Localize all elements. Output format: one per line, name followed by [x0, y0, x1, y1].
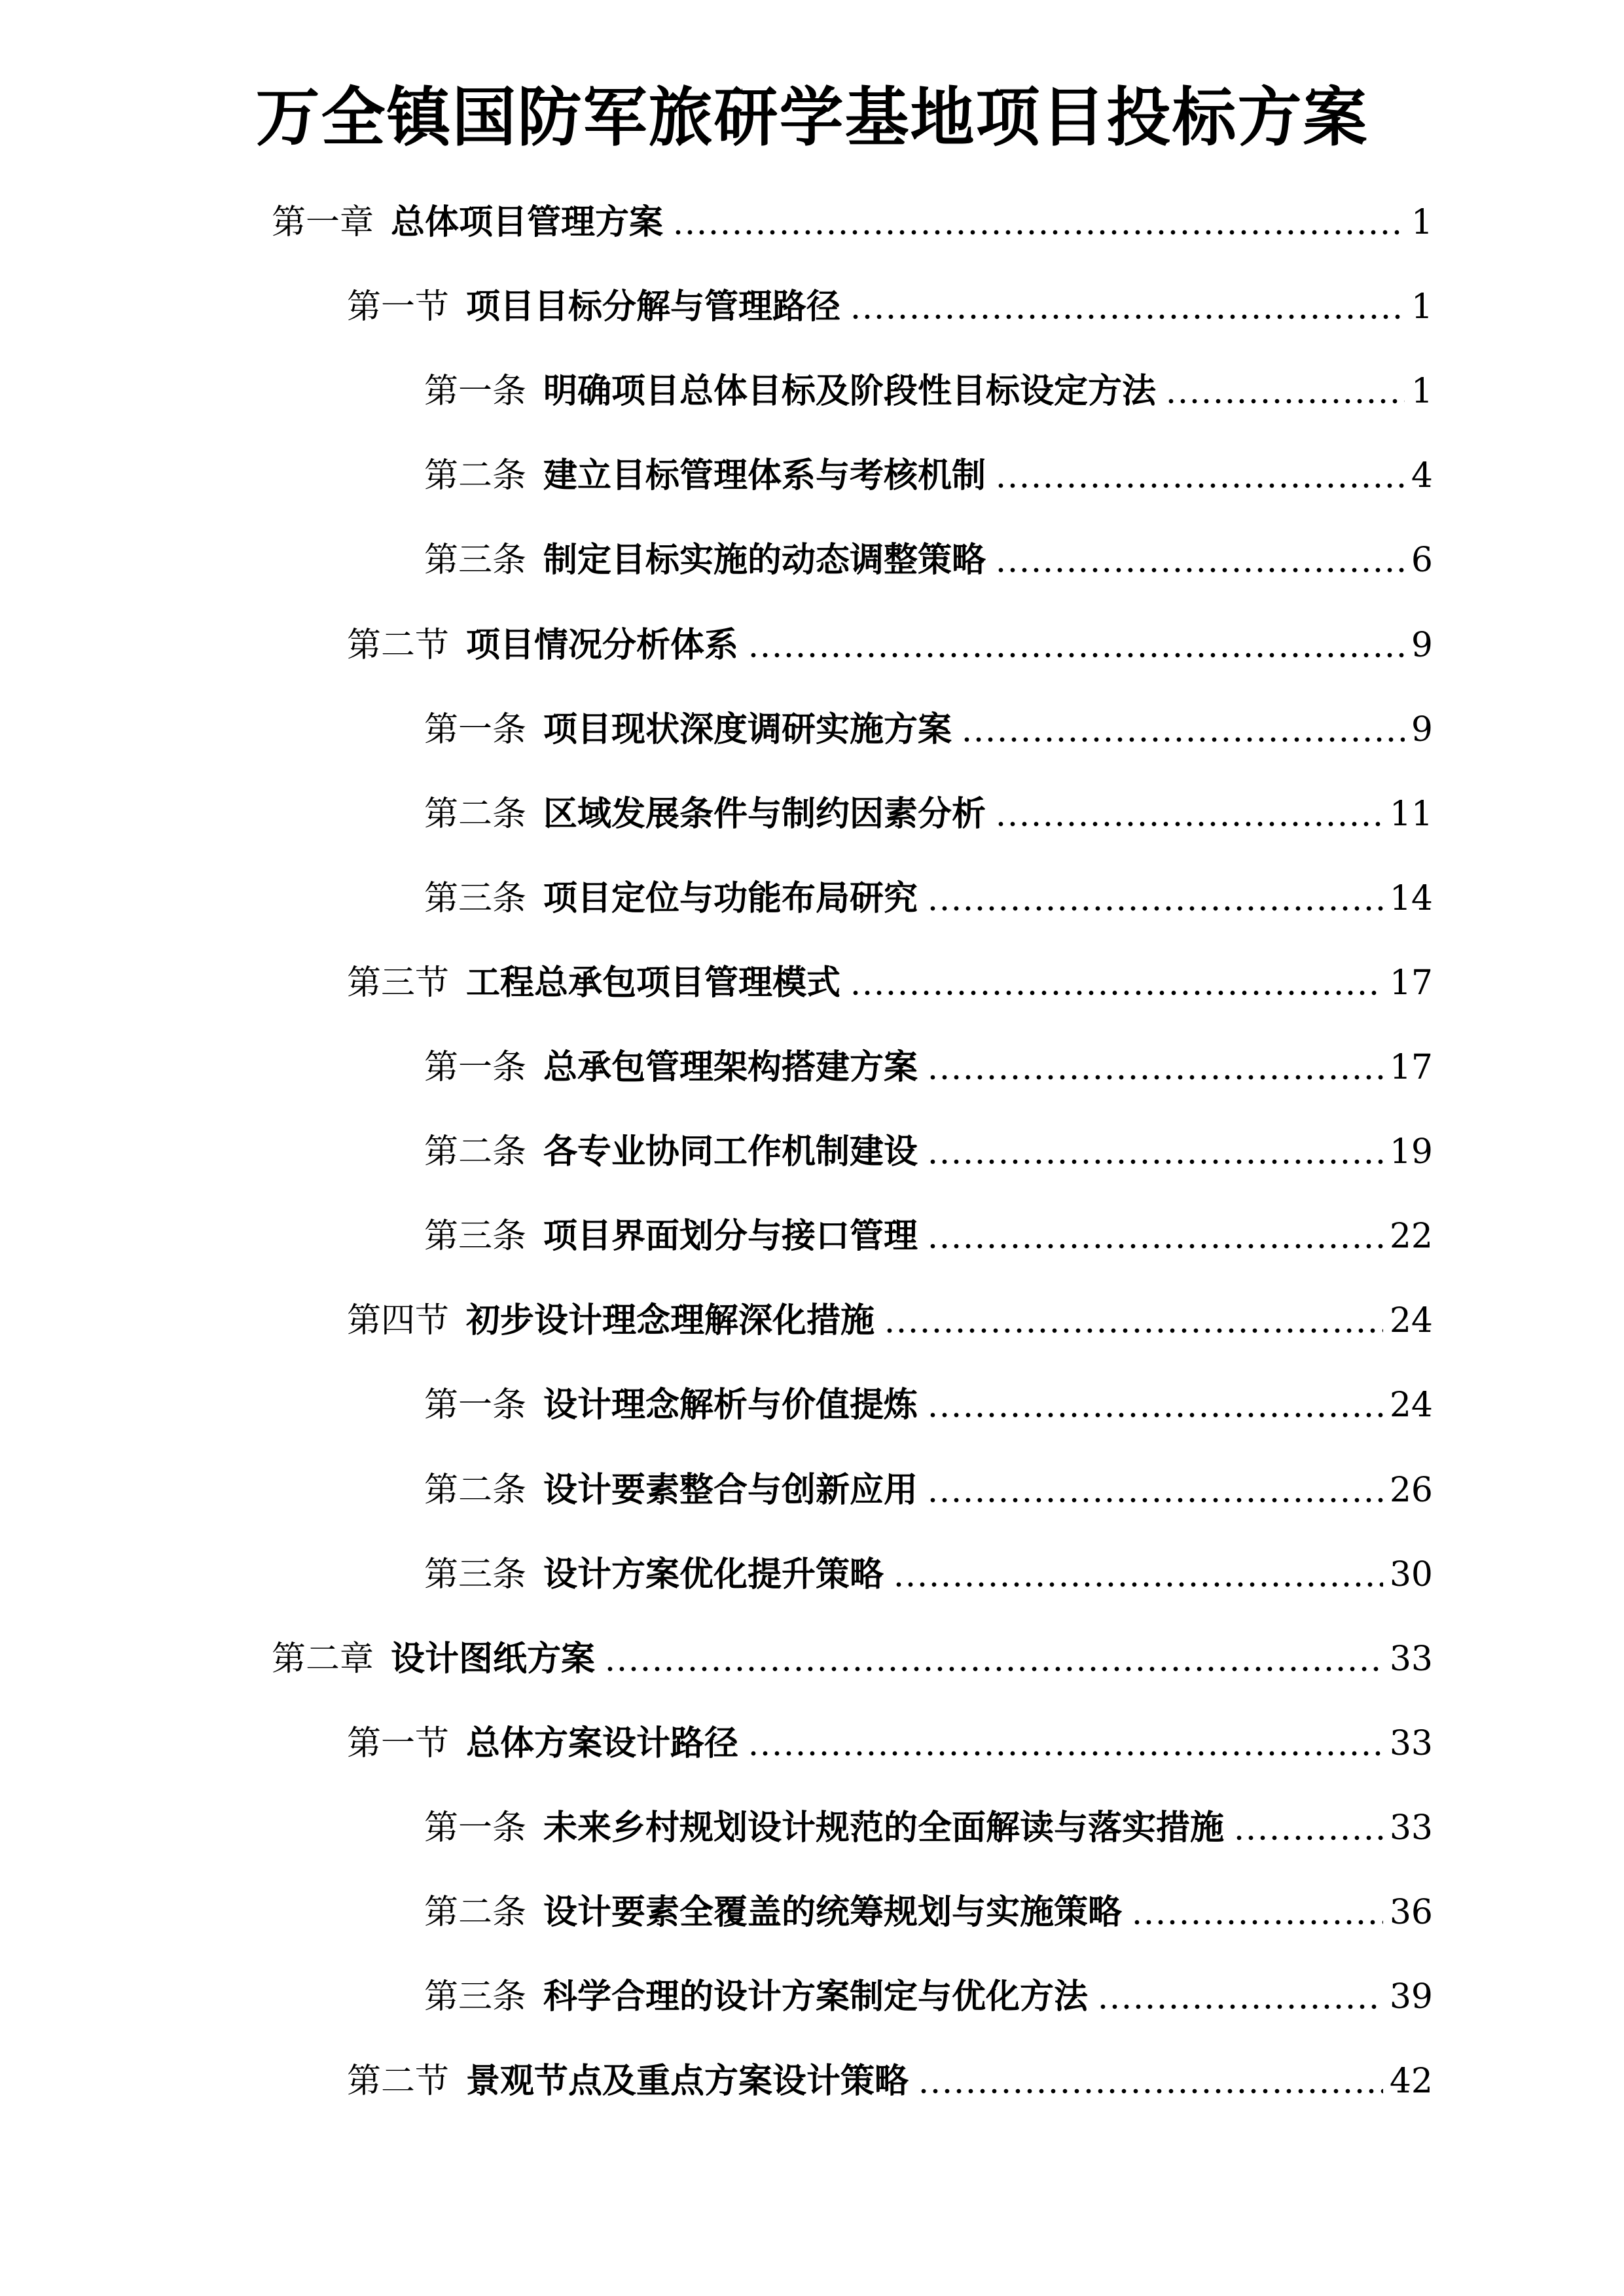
- toc-entry-number: 第一条: [424, 1048, 527, 1087]
- dot-leader: [995, 558, 1405, 573]
- toc-entry[interactable]: [347, 616, 1433, 675]
- toc-entry-page-number: 14: [1389, 879, 1433, 918]
- toc-entry-page-number: 1: [1411, 372, 1433, 411]
- toc-entry[interactable]: [272, 193, 1433, 252]
- toc-entry[interactable]: [347, 2052, 1433, 2111]
- toc-entry-title: 总承包管理架构搭建方案: [543, 1047, 918, 1087]
- toc-entry-number: 第二条: [424, 795, 527, 834]
- toc-entry-page-number: 1: [1411, 203, 1433, 242]
- toc-entry-number: 第二条: [424, 456, 527, 495]
- toc-entry-page-number: 6: [1411, 541, 1433, 580]
- dot-leader: [748, 643, 1405, 658]
- toc-entry-title: 区域发展条件与制约因素分析: [543, 794, 986, 834]
- toc-entry[interactable]: [424, 1461, 1433, 1520]
- toc-entry-number: 第一节: [347, 287, 450, 327]
- toc-entry[interactable]: [424, 1038, 1433, 1097]
- toc-entry-number: 第二条: [424, 1893, 527, 1932]
- toc-entry-title: 建立目标管理体系与考核机制: [543, 456, 986, 495]
- dot-leader: [672, 221, 1405, 235]
- toc-entry-page-number: 22: [1389, 1217, 1433, 1256]
- toc-entry-title: 未来乡村规划设计规范的全面解读与落实措施: [543, 1808, 1225, 1848]
- toc-entry[interactable]: [424, 785, 1433, 844]
- dot-leader: [884, 1319, 1383, 1333]
- dot-leader: [995, 474, 1405, 488]
- toc-entry-title: 设计图纸方案: [391, 1639, 596, 1679]
- dot-leader: [927, 1488, 1383, 1503]
- toc-entry[interactable]: [424, 1122, 1433, 1181]
- toc-entry[interactable]: [424, 1207, 1433, 1266]
- toc-entry[interactable]: [424, 362, 1433, 421]
- toc-entry-page-number: 4: [1411, 456, 1433, 495]
- toc-entry[interactable]: [424, 531, 1433, 590]
- toc-entry-title: 项目界面划分与接口管理: [543, 1216, 918, 1256]
- dot-leader: [927, 897, 1383, 911]
- toc-entry[interactable]: [424, 446, 1433, 505]
- toc-entry[interactable]: [424, 1376, 1433, 1435]
- dot-leader: [918, 2079, 1383, 2094]
- toc-entry-number: 第一条: [424, 710, 527, 749]
- toc-entry-title: 项目定位与功能布局研究: [543, 878, 918, 918]
- dot-leader: [893, 1573, 1383, 1587]
- toc-entry-page-number: 26: [1389, 1471, 1433, 1510]
- toc-entry-number: 第三条: [424, 1217, 527, 1256]
- toc-entry-number: 第四节: [347, 1301, 450, 1340]
- toc-entry-title: 景观节点及重点方案设计策略: [466, 2061, 909, 2101]
- toc-entry-page-number: 36: [1389, 1893, 1433, 1932]
- toc-entry-page-number: 42: [1389, 2062, 1433, 2101]
- toc-entry-number: 第二章: [272, 1640, 374, 1679]
- toc-entry-title: 设计要素全覆盖的统筹规划与实施策略: [543, 1892, 1123, 1932]
- toc-entry-title: 总体项目管理方案: [391, 202, 664, 242]
- dot-leader: [748, 1742, 1383, 1756]
- toc-entry-number: 第三条: [424, 1977, 527, 2017]
- toc-entry-page-number: 39: [1389, 1977, 1433, 2017]
- dot-leader: [927, 1150, 1383, 1164]
- toc-entry-title: 各专业协同工作机制建设: [543, 1132, 918, 1172]
- toc-entry[interactable]: [424, 700, 1433, 759]
- toc-entry-number: 第三条: [424, 541, 527, 580]
- toc-entry-title: 明确项目总体目标及阶段性目标设定方法: [543, 371, 1157, 411]
- toc-entry-page-number: 24: [1389, 1301, 1433, 1340]
- dot-leader: [927, 1403, 1383, 1418]
- dot-leader: [995, 812, 1383, 827]
- toc-entry[interactable]: [347, 1291, 1433, 1350]
- dot-leader: [1165, 389, 1405, 404]
- dot-leader: [961, 728, 1405, 742]
- document-title: 万全镇国防军旅研学基地项目投标方案: [255, 80, 1369, 155]
- toc-entry[interactable]: [424, 1545, 1433, 1604]
- toc-entry-title: 制定目标实施的动态调整策略: [543, 540, 986, 580]
- toc-entry-title: 工程总承包项目管理模式: [466, 963, 841, 1003]
- toc-entry-title: 项目情况分析体系: [466, 625, 739, 665]
- toc-entry-title: 初步设计理念理解深化措施: [466, 1300, 875, 1340]
- toc-entry-number: 第一节: [347, 1724, 450, 1763]
- dot-leader: [1131, 1910, 1383, 1925]
- toc-entry-title: 设计方案优化提升策略: [543, 1554, 884, 1594]
- toc-entry-number: 第二条: [424, 1471, 527, 1510]
- toc-entry-page-number: 17: [1389, 1048, 1433, 1087]
- toc-entry-number: 第一章: [272, 203, 374, 242]
- toc-entry-number: 第二节: [347, 626, 450, 665]
- toc-entry[interactable]: [347, 278, 1433, 336]
- dot-leader: [850, 305, 1405, 319]
- toc-entry-title: 项目现状深度调研实施方案: [543, 709, 952, 749]
- toc-entry-page-number: 17: [1389, 963, 1433, 1003]
- dot-leader: [1233, 1826, 1383, 1840]
- toc-entry-number: 第一条: [424, 1386, 527, 1425]
- toc-entry[interactable]: [272, 1630, 1433, 1689]
- toc-entry[interactable]: [424, 1799, 1433, 1857]
- dot-leader: [604, 1657, 1383, 1672]
- dot-leader: [1097, 1995, 1383, 2009]
- toc-entry-number: 第三节: [347, 963, 450, 1003]
- toc-entry[interactable]: [424, 869, 1433, 928]
- toc-entry-number: 第一条: [424, 1808, 527, 1848]
- toc-entry-title: 设计要素整合与创新应用: [543, 1470, 918, 1510]
- toc-entry-page-number: 24: [1389, 1386, 1433, 1425]
- toc-entry-page-number: 33: [1389, 1640, 1433, 1679]
- dot-leader: [850, 981, 1383, 996]
- toc-entry-page-number: 33: [1389, 1808, 1433, 1848]
- toc-entry-page-number: 30: [1389, 1555, 1433, 1594]
- toc-entry[interactable]: [424, 1883, 1433, 1942]
- toc-entry-title: 总体方案设计路径: [466, 1723, 739, 1763]
- toc-entry-page-number: 11: [1389, 795, 1433, 834]
- toc-entry-number: 第一条: [424, 372, 527, 411]
- toc-entry-number: 第二条: [424, 1132, 527, 1172]
- toc-entry-title: 设计理念解析与价值提炼: [543, 1385, 918, 1425]
- toc-entry[interactable]: [347, 1714, 1433, 1773]
- toc-entry-number: 第二节: [347, 2062, 450, 2101]
- toc-entry-page-number: 1: [1411, 287, 1433, 327]
- toc-entry-number: 第三条: [424, 1555, 527, 1594]
- dot-leader: [927, 1066, 1383, 1080]
- toc-entry-page-number: 9: [1411, 626, 1433, 665]
- dot-leader: [927, 1234, 1383, 1249]
- toc-entry-page-number: 9: [1411, 710, 1433, 749]
- toc-entry-number: 第三条: [424, 879, 527, 918]
- toc-entry-page-number: 33: [1389, 1724, 1433, 1763]
- toc-entry-page-number: 19: [1389, 1132, 1433, 1172]
- toc-entry[interactable]: [347, 954, 1433, 1013]
- toc-entry[interactable]: [424, 1967, 1433, 2026]
- toc-entry-title: 项目目标分解与管理路径: [466, 287, 841, 327]
- toc-entry-title: 科学合理的设计方案制定与优化方法: [543, 1977, 1089, 2017]
